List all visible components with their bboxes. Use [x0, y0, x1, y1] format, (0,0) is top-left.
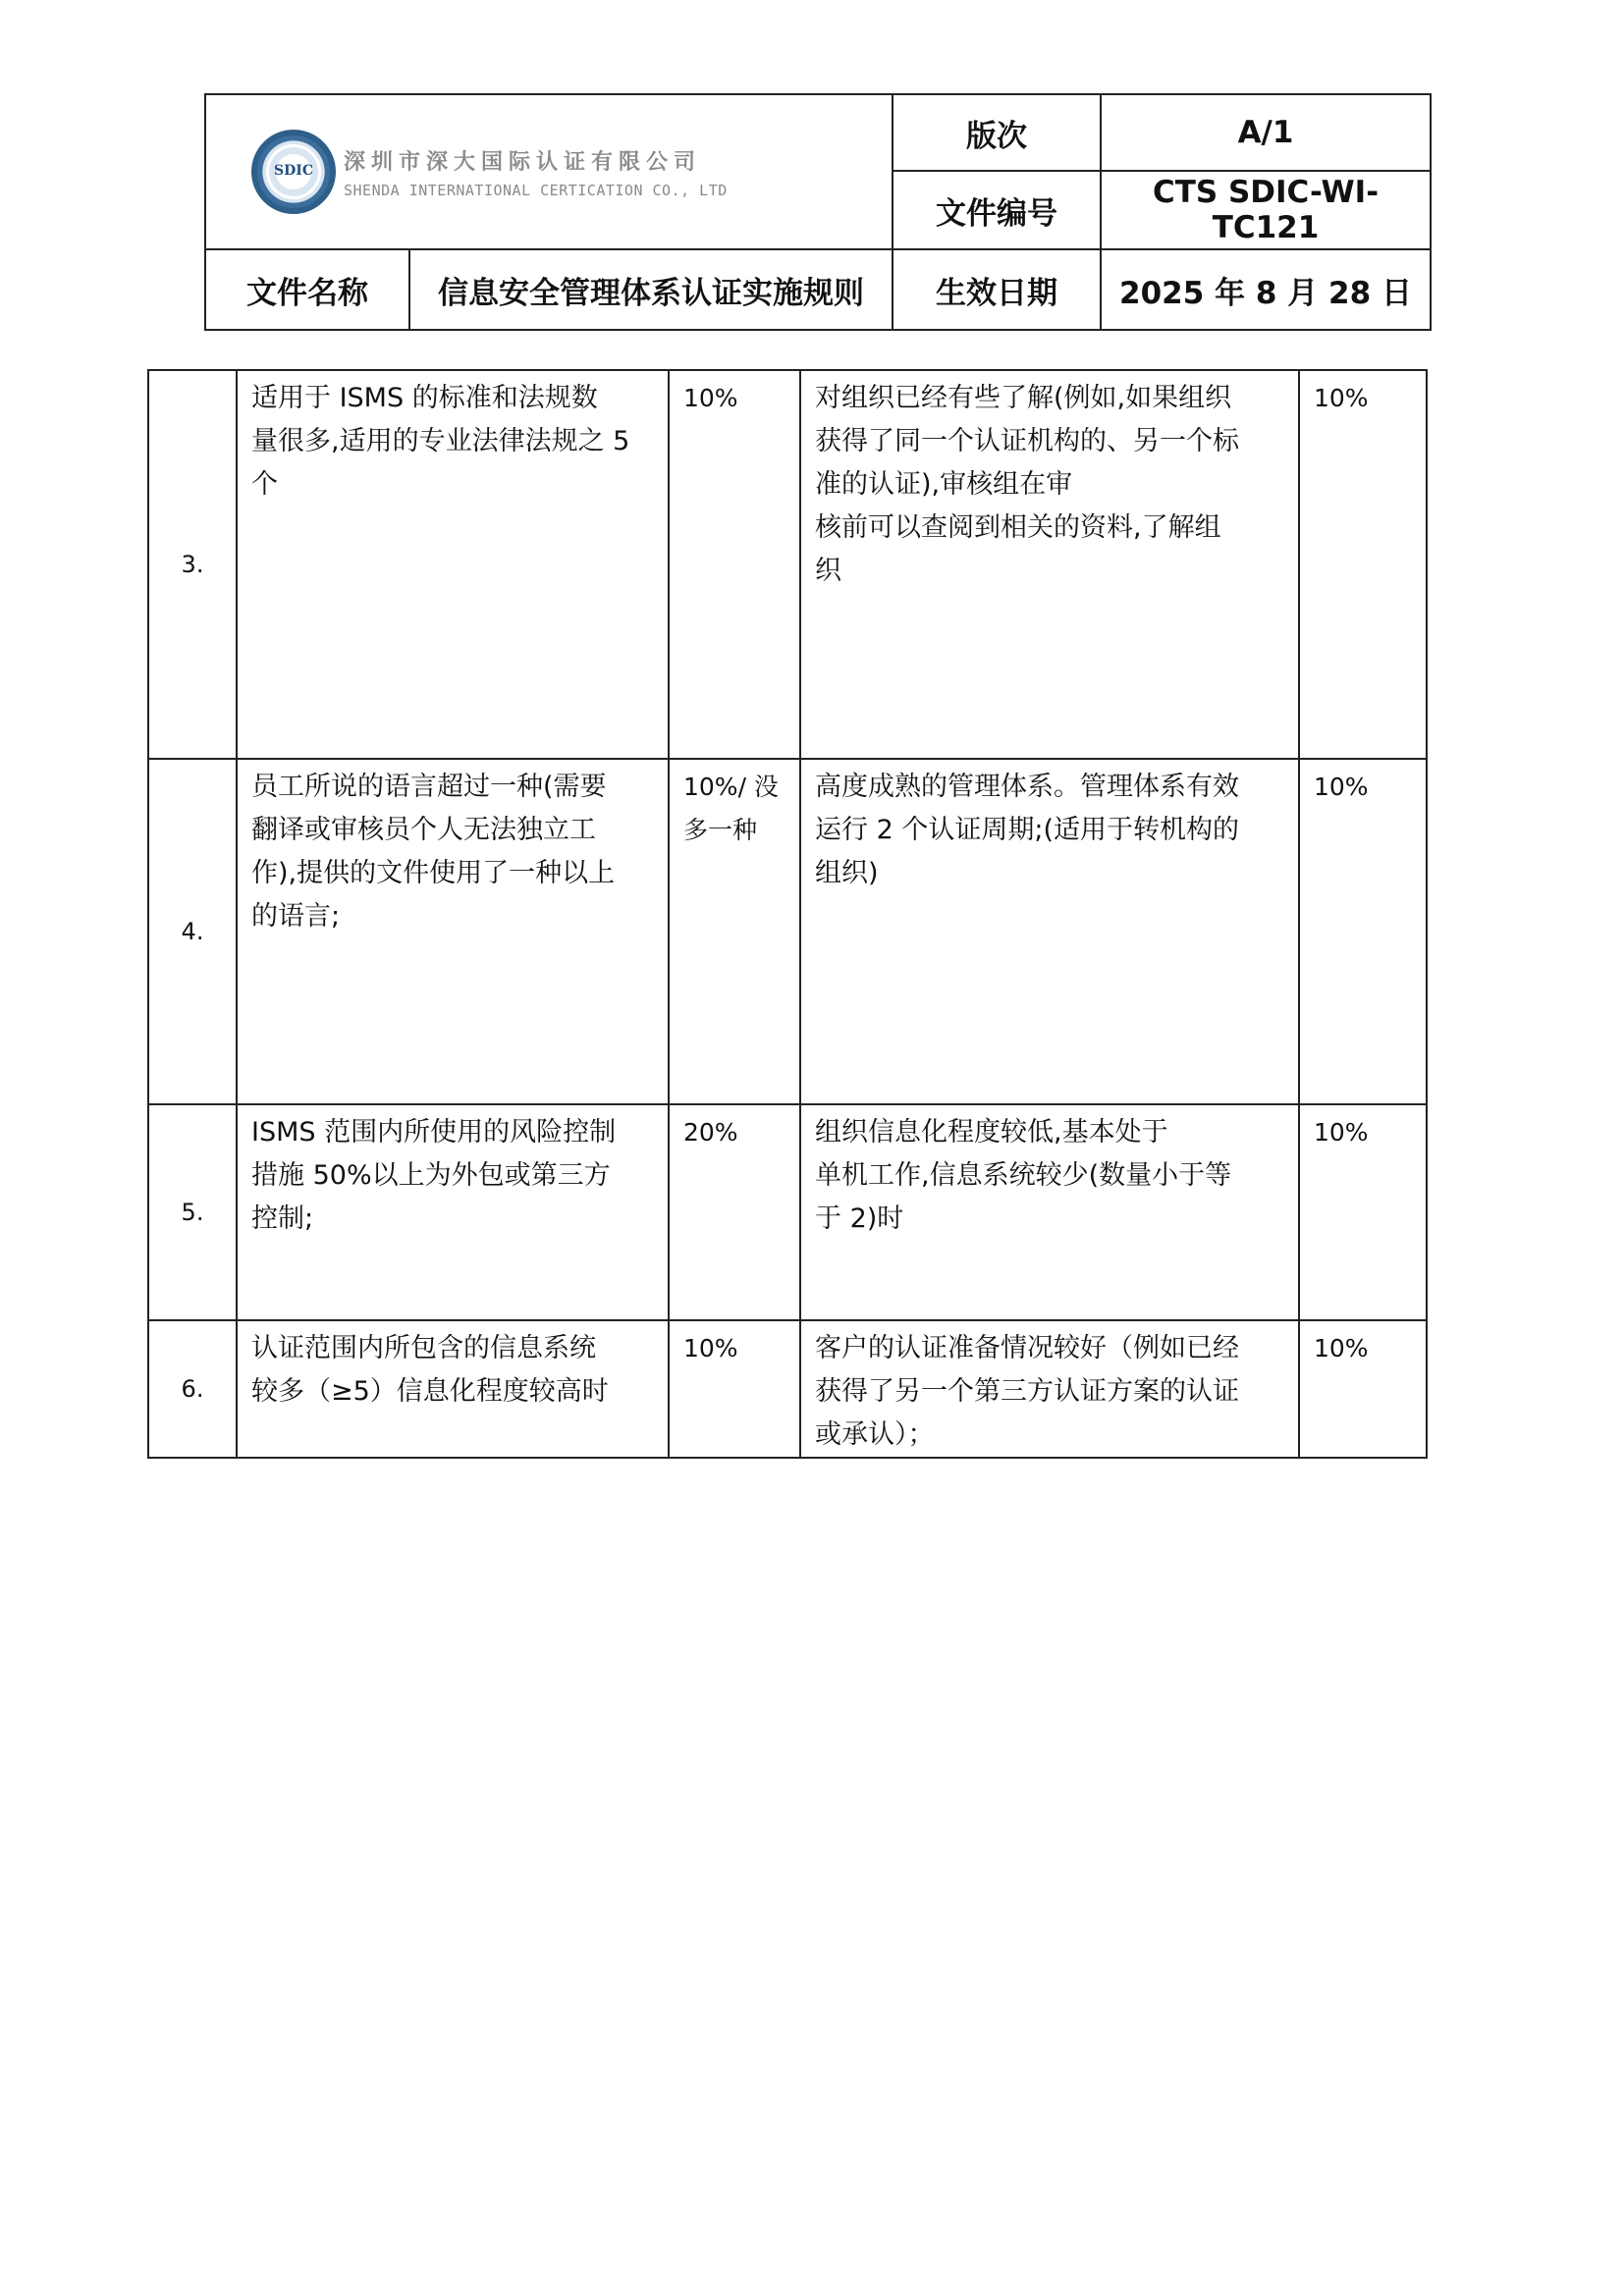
decrease-factor-cell: 组织信息化程度较低,基本处于 单机工作,信息系统较少(数量小于等 于 2)时	[800, 1104, 1299, 1320]
decrease-factor-cell: 对组织已经有些了解(例如,如果组织 获得了同一个认证机构的、另一个标 准的认证),审核组在审 核前可以查阅到相关的资料,了解组 织	[800, 370, 1299, 759]
company-name-en: SHENDA INTERNATIONAL CERTICATION CO., LTD	[344, 181, 728, 199]
increase-factor-cell: 认证范围内所包含的信息系统 较多（≥5）信息化程度较高时	[237, 1320, 669, 1458]
table-row	[148, 1104, 1427, 1320]
version-value: A/1	[1101, 94, 1431, 171]
increase-factor-cell: ISMS 范围内所使用的风险控制 措施 50%以上为外包或第三方 控制;	[237, 1104, 669, 1320]
row-number: 6.	[148, 1320, 237, 1458]
company-seal-icon	[251, 130, 336, 214]
version-label: 版次	[893, 94, 1101, 171]
table-row	[148, 759, 1427, 1104]
table-row	[148, 1320, 1427, 1458]
doc-no-value: CTS SDIC-WI-TC121	[1101, 171, 1431, 249]
increase-percent: 10%/ 没多一种	[669, 759, 800, 1104]
effective-date-label: 生效日期	[893, 249, 1101, 330]
doc-no-label: 文件编号	[893, 171, 1101, 249]
increase-factor-cell: 适用于 ISMS 的标准和法规数 量很多,适用的专业法律法规之 5 个	[237, 370, 669, 759]
logo-mark: SDIC	[274, 163, 313, 179]
decrease-percent: 10%	[1299, 1320, 1427, 1458]
effective-date-value: 2025 年 8 月 28 日	[1101, 249, 1431, 330]
decrease-percent: 10%	[1299, 759, 1427, 1104]
increase-percent: 10%	[669, 370, 800, 759]
document-header	[204, 93, 1432, 331]
row-number: 4.	[148, 759, 237, 1104]
decrease-factor-cell: 高度成熟的管理体系。管理体系有效 运行 2 个认证周期;(适用于转机构的 组织)	[800, 759, 1299, 1104]
company-logo-block	[205, 94, 893, 249]
doc-name-value: 信息安全管理体系认证实施规则	[409, 249, 893, 330]
row-number: 3.	[148, 370, 237, 759]
factor-table	[147, 369, 1428, 1459]
increase-factor-cell: 员工所说的语言超过一种(需要 翻译或审核员个人无法独立工 作),提供的文件使用了一种以上 的语言;	[237, 759, 669, 1104]
doc-name-label: 文件名称	[205, 249, 409, 330]
increase-percent: 20%	[669, 1104, 800, 1320]
company-name-cn: 深圳市深大国际认证有限公司	[344, 148, 702, 175]
row-number: 5.	[148, 1104, 237, 1320]
decrease-factor-cell: 客户的认证准备情况较好（例如已经 获得了另一个第三方认证方案的认证 或承认）；	[800, 1320, 1299, 1458]
table-row	[148, 370, 1427, 759]
increase-percent: 10%	[669, 1320, 800, 1458]
decrease-percent: 10%	[1299, 1104, 1427, 1320]
decrease-percent: 10%	[1299, 370, 1427, 759]
